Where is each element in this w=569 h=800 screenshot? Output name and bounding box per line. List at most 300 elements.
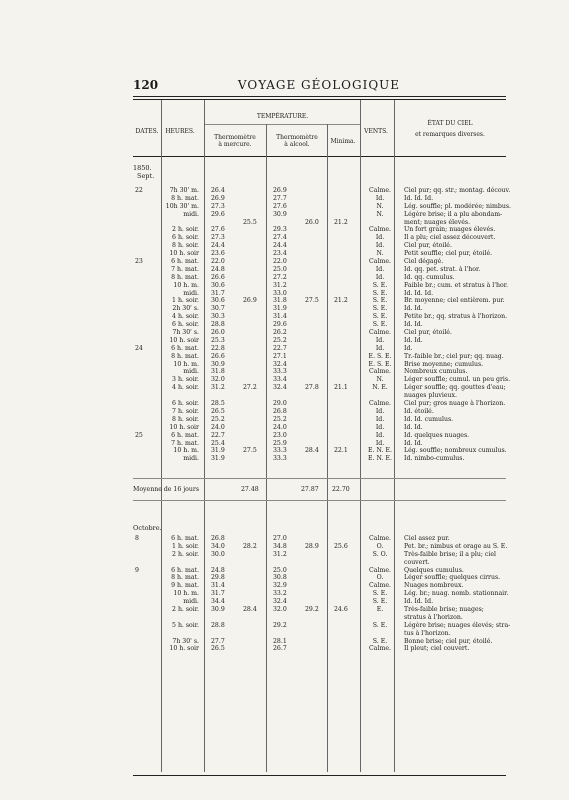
average-alcool: 27.87	[301, 486, 319, 493]
table-row	[133, 234, 506, 242]
wind-cell: S. O.	[372, 550, 388, 558]
sky-cell: Id. Id.	[404, 423, 423, 431]
sky-cell: Léger souffle; qq. gouttes d'eau;	[404, 384, 506, 392]
hour-cell: 10 h. soir	[169, 645, 199, 653]
sky-cell: Id. étoilé.	[404, 407, 434, 415]
wind-cell: Calme.	[369, 368, 391, 376]
table-row	[133, 376, 511, 384]
sky-cell: Id. quelques nuages.	[404, 431, 470, 439]
hour-cell: 4 h. soir.	[172, 313, 199, 321]
sky-cell: Id. Id.	[404, 305, 423, 313]
wind-cell: O.	[376, 542, 384, 550]
sky-cell: Id. Id. Id.	[404, 194, 434, 202]
daily-mean-alcool: 27.5	[305, 297, 319, 305]
date-cell: 22	[135, 187, 143, 194]
alcool-cell: 26.2	[273, 329, 287, 337]
wind-cell: Calme.	[369, 535, 391, 542]
sky-cell: Id. Id. cumulus.	[404, 415, 454, 423]
mercure-cell: 24.4	[211, 242, 225, 250]
mercure-cell: 23.6	[211, 250, 225, 258]
col-temperature: TEMPÉRATURE.	[256, 113, 309, 120]
mercure-cell: 27.6	[211, 226, 225, 234]
bottom-rule	[133, 775, 506, 776]
date-cell: 25	[135, 431, 143, 439]
wind-cell: Calme.	[369, 645, 391, 653]
alcool-cell: 28.1	[273, 637, 287, 645]
month-label-octobre: Octobre.	[133, 524, 162, 532]
table-row	[133, 567, 506, 575]
hour-cell: 2 h. soir.	[172, 550, 199, 558]
table-row	[133, 329, 506, 337]
hour-cell: 7h 30' s.	[172, 329, 199, 337]
alcool-cell: 33.2	[273, 590, 287, 598]
alcool-cell: 26.7	[273, 645, 287, 653]
mercure-cell: 27.3	[211, 202, 225, 210]
wind-cell: Id.	[375, 423, 385, 431]
wind-cell: Id.	[375, 194, 385, 202]
sky-cell: couvert.	[404, 558, 430, 566]
daily-mean-mercure: 28.2	[243, 542, 257, 550]
col-minima: Minima.	[330, 138, 356, 145]
hour-cell: 10 h. m.	[173, 447, 199, 455]
mercure-cell: 24.8	[211, 566, 225, 574]
sky-cell: stratus à l'horizon.	[404, 613, 463, 621]
hour-cell: 10 h. m.	[173, 360, 199, 368]
wind-cell: S. E.	[372, 305, 388, 313]
sky-cell: ment; nuages élevés.	[404, 218, 471, 226]
table-row	[133, 638, 506, 646]
sky-cell: Lég. souffle; pl. modérée; nimbus.	[404, 202, 511, 210]
alcool-cell: 33.3	[273, 447, 287, 455]
alcool-cell: 25.0	[273, 265, 287, 273]
minima-cell: 25.6	[334, 542, 348, 550]
sky-cell: Id. nimbo-cumulus.	[404, 455, 465, 463]
minima-cell: 22.1	[334, 447, 348, 455]
wind-cell: E. N. E.	[368, 447, 392, 455]
mercure-cell: 34.4	[211, 598, 225, 606]
mercure-cell: 24.0	[211, 423, 225, 431]
col-vents: VENTS.	[364, 128, 388, 135]
table-row	[133, 614, 506, 622]
daily-mean-mercure: 27.2	[243, 384, 257, 392]
mercure-cell: 31.7	[211, 289, 225, 297]
hour-cell: 6 h. mat.	[171, 566, 199, 574]
mercure-cell: 30.9	[211, 360, 225, 368]
sky-cell: Un fort grain; nuages élevés.	[404, 226, 496, 234]
table-row	[133, 282, 506, 290]
alcool-cell: 29.2	[273, 621, 287, 629]
sky-cell: Id. Id.	[404, 336, 423, 344]
hour-cell: 3 h. soir.	[172, 376, 199, 384]
alcool-cell: 25.2	[273, 415, 287, 423]
sky-cell: Ciel assez pur.	[404, 535, 450, 542]
table-row	[133, 337, 506, 345]
sky-cell: Ciel pur; gros nuage à l'horizon.	[404, 400, 506, 408]
table-row	[133, 535, 506, 543]
col-thermo-alcool: Thermomètre à alcool.	[276, 134, 318, 148]
mercure-cell: 29.6	[211, 210, 225, 218]
sky-cell: Il a plu; ciel assez découvert.	[404, 234, 496, 242]
col-etat: ÉTAT DU CIEL et remarques diverses.	[415, 120, 485, 138]
table-row	[133, 440, 506, 448]
alcool-cell: 31.8	[273, 297, 287, 305]
wind-cell: Calme.	[369, 582, 391, 590]
table-row	[133, 345, 506, 353]
table-row	[133, 290, 506, 298]
daily-mean-alcool: 28.9	[305, 542, 319, 550]
wind-cell: S. E.	[372, 590, 388, 598]
alcool-cell: 33.0	[273, 289, 287, 297]
sky-cell: Id. Id.	[404, 321, 423, 329]
table-row	[133, 258, 506, 266]
sky-cell: Léger souffle; cumul. un peu gris.	[404, 376, 511, 384]
wind-cell: N. E.	[372, 384, 388, 392]
hour-cell: 6 h. soir.	[172, 321, 199, 329]
wind-cell: Calme.	[369, 566, 391, 574]
sky-cell: Bonne brise; ciel pur, étoilé.	[404, 637, 493, 645]
table-row	[133, 645, 506, 653]
daily-mean-alcool: 27.8	[305, 384, 319, 392]
table-row	[133, 219, 506, 227]
sky-cell: Id.	[404, 344, 413, 352]
sky-cell: Très-faible brise; nuages;	[404, 606, 484, 614]
col-thermo-mercure: Thermomètre à mercure.	[214, 134, 256, 148]
mercure-cell: 24.8	[211, 265, 225, 273]
mercure-cell: 26.6	[211, 273, 225, 281]
hour-cell: 2h 30' s.	[172, 305, 199, 313]
table-row	[133, 361, 506, 369]
hour-cell: 9 h. mat.	[171, 582, 199, 590]
top-rule-2	[133, 99, 506, 100]
hour-cell: 7 h. soir.	[172, 407, 199, 415]
sky-cell: Ciel pur; qq. str.; montag. découv.	[404, 187, 511, 194]
wind-cell: Id.	[375, 344, 385, 352]
sky-cell: Pet. br.; nimbus et orage au S. E.	[404, 542, 508, 550]
date-cell: 23	[135, 258, 143, 266]
mercure-cell: 30.0	[211, 550, 225, 558]
avg-bottom-rule	[133, 500, 506, 501]
sky-cell: Ciel pur, étoilé.	[404, 329, 452, 337]
hour-cell: midi.	[183, 598, 199, 606]
sky-cell: Quelques cumulus.	[404, 566, 464, 574]
page-number: 120	[133, 78, 159, 92]
table-row	[133, 313, 506, 321]
table-row	[133, 424, 506, 432]
hour-cell: 7h 30' m.	[169, 187, 199, 194]
hour-cell: 7 h. mat.	[171, 265, 199, 273]
sky-cell: Brise moyenne; cumulus.	[404, 360, 484, 368]
sky-cell: Nombreux cumulus.	[404, 368, 468, 376]
table-row	[133, 242, 506, 250]
hour-cell: 7h 30' s.	[172, 637, 199, 645]
hour-cell: 10 h. soir	[169, 336, 199, 344]
temp-subrule	[205, 124, 360, 125]
alcool-cell: 30.9	[273, 210, 287, 218]
wind-cell: E. S. E.	[368, 352, 392, 360]
alcool-cell: 25.0	[273, 566, 287, 574]
wind-cell: S. E.	[372, 297, 388, 305]
table-row	[133, 559, 506, 567]
alcool-cell: 33.3	[273, 368, 287, 376]
wind-cell: Id.	[375, 234, 385, 242]
alcool-cell: 33.3	[273, 455, 287, 463]
col-heures: HEURES.	[165, 128, 195, 135]
table-row	[133, 305, 506, 313]
daily-mean-alcool: 26.0	[305, 218, 319, 226]
mercure-cell: 30.6	[211, 281, 225, 289]
mercure-cell: 31.8	[211, 368, 225, 376]
alcool-cell: 32.4	[273, 598, 287, 606]
table-row	[133, 621, 511, 630]
wind-cell: N.	[376, 250, 384, 258]
table-row	[133, 392, 506, 400]
table-row	[133, 195, 506, 203]
wind-cell: Calme.	[369, 329, 391, 337]
hour-cell: midi.	[183, 455, 199, 463]
sky-cell: Très-faible brise; il a plu; ciel	[404, 550, 496, 558]
alcool-cell: 30.8	[273, 574, 287, 582]
wind-cell: S. E.	[372, 289, 388, 297]
alcool-cell: 29.0	[273, 400, 287, 408]
table-row	[133, 598, 506, 606]
hour-cell: 2 h. soir.	[172, 226, 199, 234]
sky-cell: Léger souffle; quelques cirrus.	[404, 574, 501, 582]
table-row	[133, 574, 506, 582]
alcool-cell: 24.4	[273, 242, 287, 250]
running-header	[133, 78, 505, 92]
minima-cell: 21.2	[334, 297, 348, 305]
hour-cell: 6 h. mat.	[171, 535, 199, 542]
header-bottom-rule	[133, 156, 506, 157]
alcool-cell: 27.2	[273, 273, 287, 281]
table-row	[133, 416, 506, 424]
sky-cell: Lég. br.; nuag. nomb. stationnair.	[404, 590, 509, 598]
hour-cell: 8 h. mat.	[171, 194, 199, 202]
table-row	[133, 226, 506, 234]
sky-cell: Faible br.; cum. et stratus à l'hor.	[404, 281, 508, 289]
table-row	[133, 582, 506, 590]
table-row	[133, 590, 509, 598]
mercure-cell: 26.5	[211, 407, 225, 415]
page-title: VOYAGE GÉOLOGIQUE	[237, 78, 401, 92]
wind-cell: Calme.	[369, 258, 391, 266]
alcool-cell: 29.3	[273, 226, 287, 234]
hour-cell: midi.	[183, 210, 199, 218]
alcool-cell: 24.0	[273, 423, 287, 431]
hour-cell: midi.	[183, 289, 199, 297]
wind-cell: Calme.	[369, 226, 391, 234]
sky-cell: Id. Id.	[404, 439, 423, 447]
mercure-cell: 30.6	[211, 297, 225, 305]
wind-cell: E.	[376, 606, 384, 614]
table-body-september	[133, 187, 511, 463]
sky-cell: Ciel dégagé.	[404, 258, 444, 266]
date-cell: 24	[135, 344, 143, 352]
wind-cell: E. N. E.	[368, 455, 392, 463]
alcool-cell: 34.8	[273, 542, 287, 550]
wind-cell: N.	[376, 210, 384, 218]
alcool-cell: 29.6	[273, 321, 287, 329]
hour-cell: 6 h. mat.	[171, 344, 199, 352]
alcool-cell: 25.2	[273, 336, 287, 344]
mercure-cell: 22.7	[211, 431, 225, 439]
mercure-cell: 28.8	[211, 621, 225, 629]
table-row	[133, 202, 511, 211]
hour-cell: 2 h. soir.	[172, 606, 199, 614]
wind-cell: Id.	[375, 407, 385, 415]
mercure-cell: 31.9	[211, 447, 225, 455]
mercure-cell: 26.5	[211, 645, 225, 653]
alcool-cell: 32.9	[273, 582, 287, 590]
daily-mean-mercure: 28.4	[243, 606, 257, 614]
table-row	[133, 606, 506, 614]
date-cell: 8	[135, 535, 139, 542]
average-mercure: 27.48	[241, 486, 259, 493]
month-label-sept: Sept.	[137, 172, 155, 180]
hour-cell: 8 h. mat.	[171, 574, 199, 582]
alcool-cell: 22.7	[273, 344, 287, 352]
mercure-cell: 26.6	[211, 352, 225, 360]
sky-cell: Ciel pur, étoilé.	[404, 242, 452, 250]
table-row	[133, 297, 506, 305]
table-row	[133, 211, 506, 219]
hour-cell: 7 h. mat.	[171, 439, 199, 447]
mercure-cell: 26.9	[211, 194, 225, 202]
hour-cell: 6 h. soir.	[172, 400, 199, 408]
table-row	[133, 187, 511, 195]
alcool-cell: 31.2	[273, 550, 287, 558]
sky-cell: Légère brise; nuages élevés; stra-	[404, 621, 511, 629]
alcool-cell: 31.4	[273, 313, 287, 321]
hour-cell: 4 h. soir.	[172, 384, 199, 392]
alcool-cell: 33.4	[273, 376, 287, 384]
table-row	[133, 543, 506, 551]
wind-cell: Id.	[375, 242, 385, 250]
wind-cell: Id.	[375, 336, 385, 344]
sky-cell: Id. qq. cumulus.	[404, 273, 455, 281]
wind-cell: S. E.	[372, 621, 388, 629]
mercure-cell: 22.0	[211, 258, 225, 266]
mercure-cell: 31.9	[211, 455, 225, 463]
hour-cell: 10 h. soir	[169, 423, 199, 431]
wind-cell: N.	[376, 376, 384, 384]
sky-cell: Id. qq. pet. strat. à l'hor.	[404, 265, 481, 273]
wind-cell: S. E.	[372, 598, 388, 606]
table-row	[133, 368, 506, 376]
mercure-cell: 28.5	[211, 400, 225, 408]
wind-cell: E. S. E.	[368, 360, 392, 368]
mercure-cell: 32.0	[211, 376, 225, 384]
mercure-cell: 26.4	[211, 187, 225, 194]
hour-cell: 10h 30' m.	[165, 202, 199, 210]
table-row	[133, 353, 506, 361]
alcool-cell: 32.0	[273, 606, 287, 614]
wind-cell: Id.	[375, 439, 385, 447]
sky-cell: tus à l'horizon.	[404, 629, 451, 637]
wind-cell: Id.	[375, 431, 385, 439]
alcool-cell: 23.0	[273, 431, 287, 439]
wind-cell: S. E.	[372, 281, 388, 289]
mercure-cell: 31.4	[211, 582, 225, 590]
sky-cell: Br. moyenne; ciel entièrem. pur.	[404, 297, 505, 305]
daily-mean-mercure: 26.9	[243, 297, 257, 305]
table-row	[133, 266, 506, 274]
wind-cell: S. E.	[372, 637, 388, 645]
alcool-cell: 31.9	[273, 305, 287, 313]
daily-mean-mercure: 25.5	[243, 218, 257, 226]
minima-cell: 21.1	[334, 384, 348, 392]
mercure-cell: 26.8	[211, 535, 225, 542]
table-row	[133, 408, 506, 416]
table-row	[133, 455, 506, 463]
hour-cell: 1 h. soir.	[172, 297, 199, 305]
alcool-cell: 26.9	[273, 187, 287, 194]
table-row	[133, 384, 506, 392]
mercure-cell: 28.8	[211, 321, 225, 329]
mercure-cell: 30.9	[211, 606, 225, 614]
top-rule	[133, 96, 506, 97]
table-row	[133, 447, 506, 455]
minima-cell: 24.6	[334, 606, 348, 614]
alcool-cell: 22.0	[273, 258, 287, 266]
mercure-cell: 34.0	[211, 542, 225, 550]
hour-cell: 8 h. soir.	[172, 415, 199, 423]
sky-cell: Légère brise; il a plu abondam-	[404, 210, 503, 218]
sky-cell: Id. Id. Id.	[404, 598, 434, 606]
hour-cell: 1 h. soir.	[172, 542, 199, 550]
minima-cell: 21.2	[334, 218, 348, 226]
daily-mean-mercure: 27.5	[243, 447, 257, 455]
mercure-cell: 30.7	[211, 305, 225, 313]
wind-cell: S. E.	[372, 313, 388, 321]
mercure-cell: 31.7	[211, 590, 225, 598]
avg-top-rule	[133, 478, 506, 479]
hour-cell: 10 h. m.	[173, 281, 199, 289]
mercure-cell: 27.3	[211, 234, 225, 242]
mercure-cell: 25.2	[211, 415, 225, 423]
sky-cell: Lég. souffle; nombreux cumulus.	[404, 447, 507, 455]
average-minima: 22.70	[332, 486, 350, 493]
wind-cell: O.	[376, 574, 384, 582]
alcool-cell: 27.6	[273, 202, 287, 210]
sky-cell: Petite br.; qq. stratus à l'horizon.	[404, 313, 508, 321]
hour-cell: 6 h. mat.	[171, 258, 199, 266]
alcool-cell: 32.4	[273, 360, 287, 368]
sky-cell: Tr.-faible br.; ciel pur; qq. nuag.	[404, 352, 504, 360]
sky-cell: Id. Id. Id.	[404, 289, 434, 297]
mercure-cell: 27.7	[211, 637, 225, 645]
mercure-cell: 22.8	[211, 344, 225, 352]
mercure-cell: 29.8	[211, 574, 225, 582]
alcool-cell: 27.4	[273, 234, 287, 242]
wind-cell: N.	[376, 202, 384, 210]
mercure-cell: 30.3	[211, 313, 225, 321]
col-dates: DATES.	[135, 128, 159, 135]
wind-cell: Calme.	[369, 400, 391, 408]
table-row	[133, 321, 506, 329]
sky-cell: nuages pluvieux.	[404, 392, 457, 400]
mercure-cell: 31.2	[211, 384, 225, 392]
alcool-cell: 26.8	[273, 407, 287, 415]
sky-cell: Petit souffle; ciel pur, étoilé.	[404, 250, 493, 258]
hour-cell: 8 h. mat.	[171, 273, 199, 281]
table-row	[133, 400, 506, 408]
wind-cell: Calme.	[369, 187, 391, 194]
wind-cell: S. E.	[372, 321, 388, 329]
hour-cell: midi.	[183, 368, 199, 376]
alcool-cell: 32.4	[273, 384, 287, 392]
hour-cell: 10 h. m.	[173, 590, 199, 598]
